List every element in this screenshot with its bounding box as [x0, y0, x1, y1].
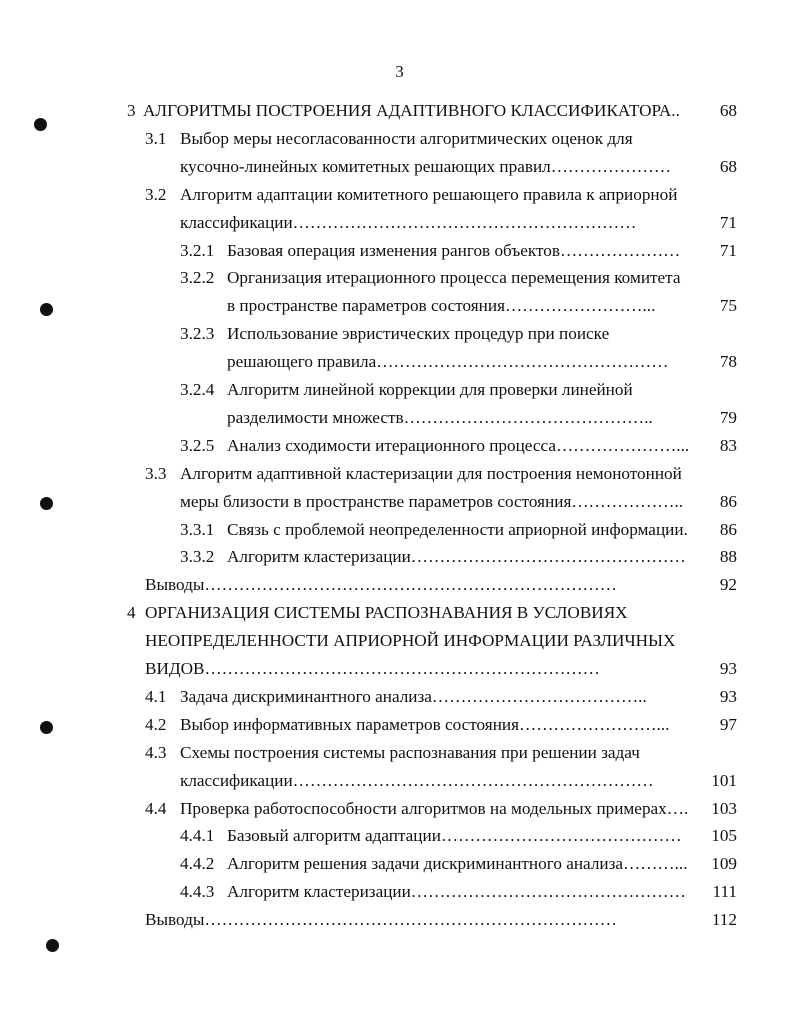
toc-page-number: 68 [714, 97, 737, 125]
toc-entry-text: Задача дискриминантного анализа……………………………….. [180, 686, 647, 706]
toc-page-number: 112 [706, 906, 737, 934]
toc-line [180, 683, 737, 711]
toc-line [180, 460, 737, 488]
toc-entry-text: Алгоритм адаптивной кластеризации для построения немонотонной [180, 463, 682, 483]
toc-page-number: 109 [705, 850, 737, 878]
toc-section-number: 4.2 [145, 714, 167, 734]
toc-entry-text: в пространстве параметров состояния……………………... [227, 296, 656, 316]
toc-line [180, 711, 737, 739]
toc-section-number: 4 [127, 603, 136, 623]
toc-section-number: 3 [127, 101, 136, 120]
toc-section-number: 3.2.4 [180, 380, 215, 399]
toc-line [227, 850, 737, 878]
toc-line [180, 767, 737, 795]
toc-line [180, 181, 737, 209]
toc-page-number: 79 [714, 404, 737, 432]
toc-entry-text: Схемы построения системы распознавания при решении задач [180, 742, 640, 762]
toc-line [145, 599, 737, 627]
toc-entry-text: меры близости в пространстве параметров состояния……………….. [180, 491, 684, 511]
toc-page-number: 78 [714, 348, 737, 376]
toc-page-number: 71 [714, 237, 737, 265]
toc-line [145, 571, 737, 599]
toc-line [227, 264, 737, 292]
toc-entry-text: разделимости множеств…………………………………….. [227, 407, 653, 427]
toc-section-number: 4.4.2 [180, 854, 215, 874]
toc-page-number: 97 [714, 711, 737, 739]
toc-entry-text: Алгоритм линейной коррекции для проверки линейной [227, 380, 633, 399]
toc-section-number: 3.3.1 [180, 519, 215, 539]
toc-line [227, 237, 737, 265]
toc-entry-text: Анализ сходимости итерационного процесса…………………... [227, 435, 690, 455]
toc-entry-text: ВИДОВ…………………………………………………………… [145, 659, 600, 678]
toc-entry-text: Алгоритм кластеризации………………………………………… [227, 547, 686, 567]
toc-line [145, 906, 737, 934]
toc-line [227, 822, 737, 850]
toc-line [227, 292, 737, 320]
toc-line [227, 878, 737, 906]
toc-page-number: 101 [705, 767, 737, 795]
toc-section-number: 3.2 [145, 184, 167, 204]
toc-entry-text: Использование эвристических процедур при поиске [227, 324, 610, 344]
toc-entry-text: Алгоритм адаптации комитетного решающего правила к априорной [180, 184, 678, 204]
punch-hole-mark [40, 721, 53, 734]
punch-hole-mark [40, 497, 53, 510]
toc-section-number: 3.3 [145, 463, 167, 483]
toc-entry-text: НЕОПРЕДЕЛЕННОСТИ АПРИОРНОЙ ИНФОРМАЦИИ РАЗЛИЧНЫХ [145, 631, 676, 651]
toc-entry-text: решающего правила…………………………………………… [227, 352, 669, 372]
toc-line [180, 209, 737, 237]
punch-hole-mark [34, 118, 47, 131]
toc-line [180, 488, 737, 516]
toc-entry-text: Базовая операция изменения рангов объектов………………… [227, 240, 681, 260]
toc-page-number: 83 [714, 432, 737, 460]
toc-line [180, 153, 737, 181]
toc-section-number: 4.4.1 [180, 826, 215, 846]
toc-entry-text: Выводы……………………………………………………………… [145, 910, 617, 930]
toc-line [227, 320, 737, 348]
punch-hole-mark [40, 303, 53, 316]
toc-line [180, 795, 737, 823]
toc-section-number: 3.1 [145, 128, 167, 148]
toc-line [145, 655, 737, 683]
toc-page-number: 86 [714, 488, 737, 516]
toc-page-number: 88 [714, 543, 737, 571]
toc-page-number: 68 [714, 153, 737, 181]
toc-entry-text: Связь с проблемой неопределенности априорной информации. [227, 519, 688, 539]
toc-section-number: 3.3.2 [180, 547, 215, 567]
toc-page-number: 92 [714, 571, 737, 599]
toc-page-number: 103 [705, 795, 737, 823]
toc-line [227, 516, 737, 544]
toc-line [180, 739, 737, 767]
toc-entry-text: Выбор меры несогласованности алгоритмических оценок для [180, 128, 633, 148]
toc-page-number: 105 [705, 822, 737, 850]
toc-page-number: 71 [714, 209, 737, 237]
toc-entry-text: Алгоритм кластеризации………………………………………… [227, 882, 686, 902]
toc-page-number: 75 [714, 292, 737, 320]
toc-section-number: 3.2.5 [180, 435, 215, 455]
toc-entry-text: ОРГАНИЗАЦИЯ СИСТЕМЫ РАСПОЗНАВАНИЯ В УСЛОВИЯХ [145, 603, 628, 623]
toc-line [145, 627, 737, 655]
toc-line [180, 125, 737, 153]
toc-section-number: 4.3 [145, 742, 167, 762]
toc-entry-text: Базовый алгоритм адаптации…………………………………… [227, 826, 682, 846]
toc-line [227, 376, 737, 404]
toc-entry-text: АЛГОРИТМЫ ПОСТРОЕНИЯ АДАПТИВНОГО КЛАССИФИКАТОРА.. [143, 101, 680, 120]
toc-line [227, 404, 737, 432]
toc-page-number: 111 [706, 878, 737, 906]
toc-entry-text: классификации……………………………………………………… [180, 770, 654, 790]
toc-section-number: 4.4 [145, 798, 167, 818]
toc-entry-text: Организация итерационного процесса перемещения комитета [227, 268, 681, 288]
toc-line [143, 97, 737, 125]
toc-entry-text: Выводы……………………………………………………………… [145, 575, 617, 595]
toc-line [227, 543, 737, 571]
toc-section-number: 4.1 [145, 686, 167, 706]
toc-section-number: 3.2.1 [180, 240, 215, 260]
page-number: 3 [395, 62, 404, 81]
toc-entry-text: Выбор информативных параметров состояния……………………... [180, 714, 670, 734]
toc-line [227, 432, 737, 460]
toc-entry-text: Алгоритм решения задачи дискриминантного анализа………... [227, 854, 688, 874]
toc-entry-text: кусочно-линейных комитетных решающих правил………………… [180, 156, 672, 176]
toc-section-number: 3.2.2 [180, 268, 215, 288]
punch-hole-mark [46, 939, 59, 952]
toc-page-number: 86 [714, 516, 737, 544]
toc-section-number: 4.4.3 [180, 882, 215, 902]
toc-entry-text: классификации…………………………………………………… [180, 212, 637, 232]
toc-page-number: 93 [714, 683, 737, 711]
toc-line [227, 348, 737, 376]
toc-page-number: 93 [714, 655, 737, 683]
toc-entry-text: Проверка работоспособности алгоритмов на модельных примерах…. [180, 798, 689, 818]
toc-section-number: 3.2.3 [180, 324, 215, 344]
